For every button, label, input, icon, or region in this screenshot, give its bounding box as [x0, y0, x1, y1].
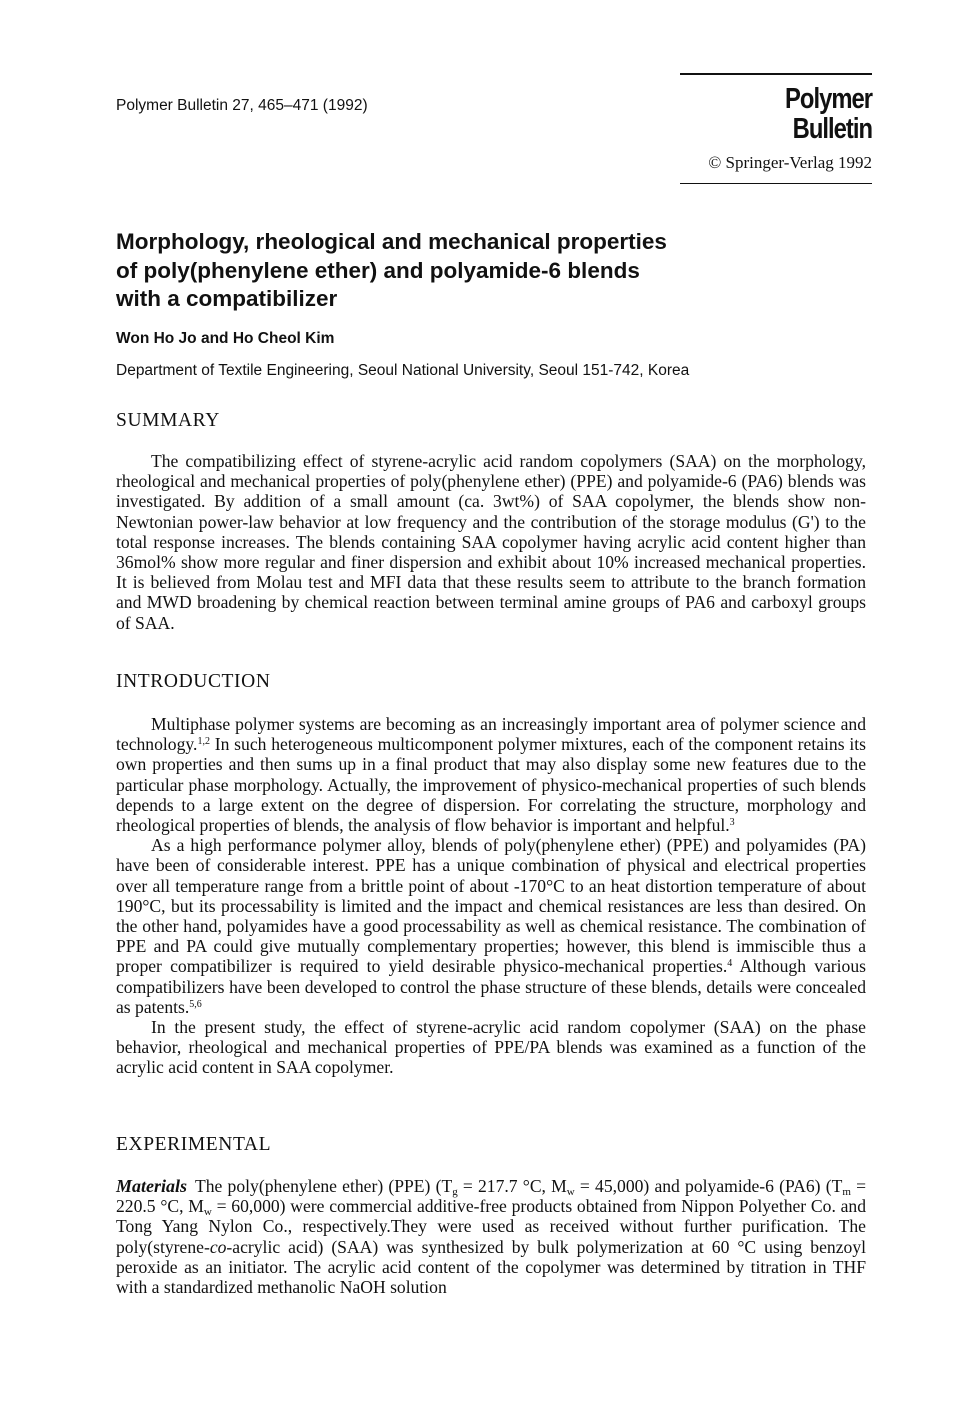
intro-paragraph: In the present study, the effect of styrene-acrylic acid random copolymer (SAA) on the phase behavior, rheological and mechanical properties of PPE/PA blends was examined as a function of the acrylic acid content in SAA copolymer.	[116, 1017, 866, 1078]
title-line: with a compatibilizer	[116, 286, 338, 311]
summary-paragraph	[116, 451, 866, 633]
masthead-bottom-rule	[680, 183, 872, 184]
citation: 5,6	[189, 998, 202, 1010]
intro-paragraph: As a high performance polymer alloy, blends of poly(phenylene ether) (PPE) and polyamides (PA) have been of considerable interest. PPE has a unique combination of physical and electrical properties over all temperature range from a brittle point of about -170°C to an heat distortion temperature of about 190°C, but its processability is limited and the impact and chemical resistances are less than desired. On the other hand, polyamides have a good processability as well as chemical resistance. The combination of PPE and PA could give mutually complementary properties; however, this blend is immiscible thus a proper compatibilizer is required to yield desirable physico-mechanical properties.$^4$ Although various compatibilizers have been developed to control the phase structure of these blends, details were concealed as patents.$^{5,6}$	[116, 835, 866, 1017]
experimental-body	[116, 1176, 866, 1297]
section-heading: INTRODUCTION	[116, 671, 271, 692]
affiliation: Department of Textile Engineering, Seoul National University, Seoul 151-742, Korea	[116, 362, 690, 379]
journal-brand: Polymer Bulletin	[785, 83, 872, 145]
experimental-section	[116, 1134, 866, 1297]
introduction-section	[116, 671, 866, 1078]
section-heading: SUMMARY	[116, 410, 220, 431]
title-line: Morphology, rheological and mechanical properties	[116, 229, 667, 254]
intro-paragraph: Multiphase polymer systems are becoming as an increasingly important area of polymer science and technology.$^{1,2}$ In such heterogeneous multicomponent polymer mixtures, each of the component retains its own properties and then sums up in a final product that may also display some new features due to the particular phase morphology. Actually, the improvement of physico-mechanical properties of such blends depends to a large extent on the degree of dispersion. For correlating the structure, morphology and rheological properties of blends, the analysis of flow behavior is important and helpful.$^3$	[116, 714, 866, 836]
summary-text: The compatibilizing effect of styrene-acrylic acid random copolymers (SAA) on the morphology, rheological and mechanical properties of poly(phenylene ether) (PPE) and polyamide-6 (PA6) blends was investigated. By addition of a small amount (ca. 3wt%) of SAA copolymer, the blends show non-Newtonian power-law behavior at low frequency and the contribution of the storage modulus (G') to the total response increases. The blends containing SAA copolymer having acrylic acid content higher than 36mol% show more regular and finer dispersion and exhibit about 10% increased mechanical properties. It is believed from Molau test and MFI data that these results seem to attribute to the branch formation and MWD broadening by chemical reaction between terminal amine groups of PA6 and carboxyl groups of SAA.	[116, 451, 866, 633]
title-line: of poly(phenylene ether) and polyamide-6 blends	[116, 257, 640, 283]
citation: 4	[727, 958, 733, 970]
copyright-line: © Springer-Verlag 1992	[708, 153, 872, 172]
materials-runin-heading: Materials	[116, 1176, 188, 1196]
summary-section	[116, 410, 866, 633]
introduction-body	[116, 714, 866, 1078]
materials-paragraph: Materials The poly(phenylene ether) (PPE) ($T_g = 217.7$ °C, $M_w = 45,000$) and polyamide-6 (PA6) ($T_m = 220.5$ °C, $M_w = 60,000$) were commercial additive-free products obtained from Nippon Polyether Co. and Tong Yang Nylon Co., respectively.They were used as received without further purification. The poly(styrene-co-acrylic acid) (SAA) was synthesized by bulk polymerization at 60 °C using benzoyl peroxide as an initiator. The acrylic acid content of the copolymer was determined by titration in THF with a standardized methanolic NaOH solution	[116, 1176, 866, 1298]
citation: 1,2	[197, 736, 210, 748]
journal-reference: Polymer Bulletin 27, 465–471 (1992)	[116, 97, 368, 114]
masthead-top-rule	[680, 73, 872, 75]
paper-title	[116, 228, 816, 314]
section-heading: EXPERIMENTAL	[116, 1134, 272, 1155]
author-list: Won Ho Jo and Ho Cheol Kim	[116, 330, 335, 347]
journal-masthead	[680, 73, 872, 184]
citation: 3	[729, 817, 735, 829]
